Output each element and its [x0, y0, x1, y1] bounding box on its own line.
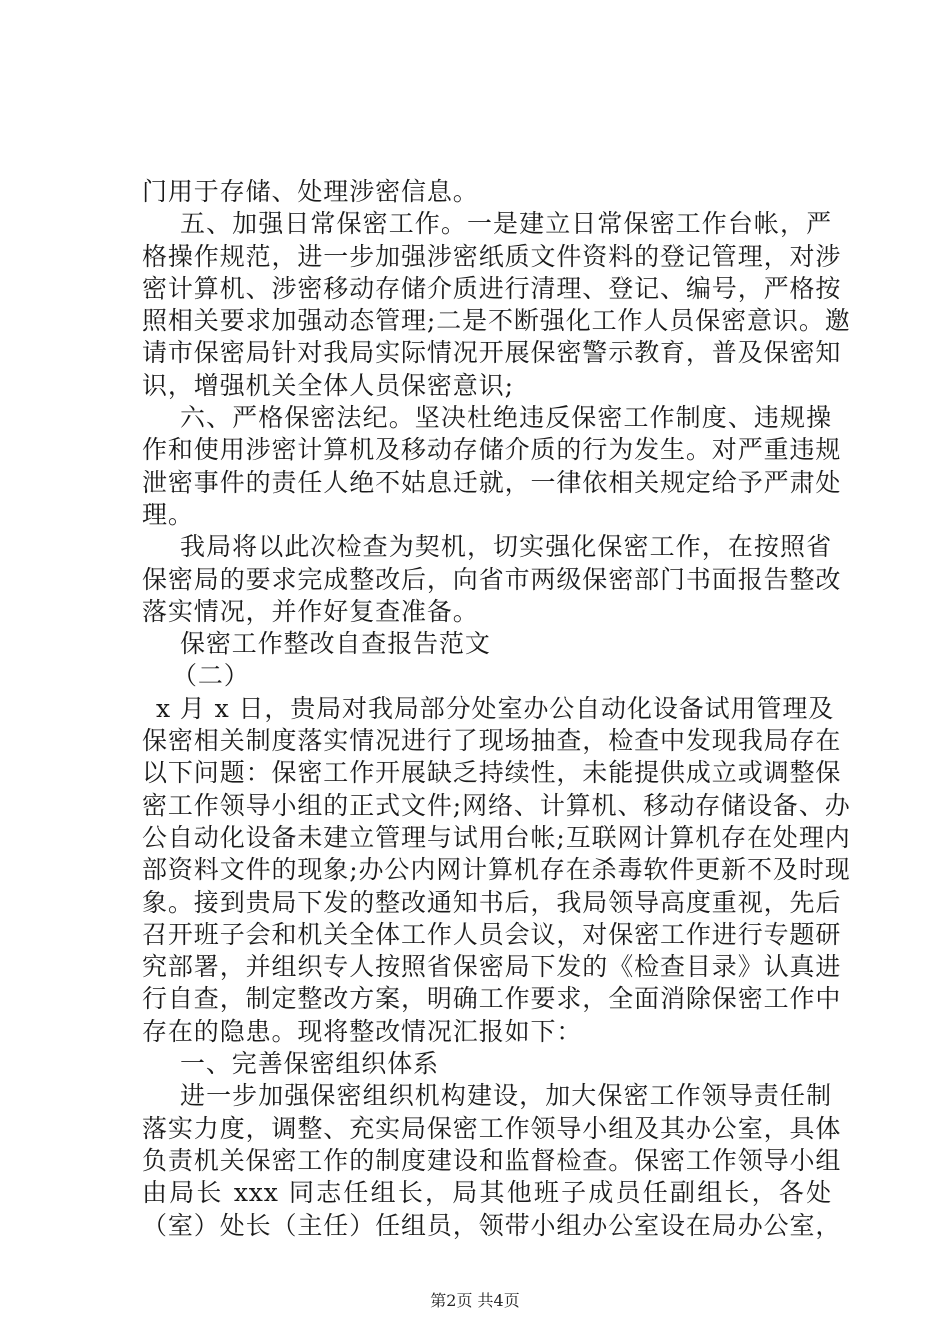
text-line: 一、完善保密组织体系	[180, 1049, 440, 1079]
text-line: 泄密事件的责任人绝不姑息迁就，一律依相关规定给予严肃处	[142, 467, 842, 497]
text-line: 请市保密局针对我局实际情况开展保密警示教育，普及保密知	[142, 338, 842, 368]
text-line: 落实力度，调整、充实局保密工作领导小组及其办公室，具体	[142, 1113, 842, 1143]
text-line: （二）	[172, 661, 250, 691]
text-line: 识，增强机关全体人员保密意识;	[142, 370, 514, 400]
text-line: 门用于存储、处理涉密信息。	[142, 177, 479, 206]
text-line: （室）处长（主任）任组员，领带小组办公室设在局办公室，	[142, 1210, 842, 1240]
text-line: 五、加强日常保密工作。一是建立日常保密工作台帐，严	[180, 209, 832, 239]
text-line: 落实情况，并作好复查准备。	[142, 596, 479, 626]
page-number-footer: 第2页 共4页	[430, 1291, 520, 1310]
text-line: 由局长 xxx 同志任组长，局其他班子成员任副组长，各处	[142, 1178, 832, 1208]
text-line: 存在的隐患。现将整改情况汇报如下：	[142, 1016, 583, 1046]
text-line: 照相关要求加强动态管理;二是不断强化工作人员保密意识。邀	[142, 306, 851, 336]
text-line: 召开班子会和机关全体工作人员会议，对保密工作进行专题研	[142, 919, 842, 949]
text-line: 进一步加强保密组织机构建设，加大保密工作领导责任制	[180, 1081, 832, 1111]
text-line: 公自动化设备未建立管理与试用台帐;互联网计算机存在处理内	[142, 822, 851, 852]
text-line: x 月 x 日，贵局对我局部分处室办公自动化设备试用管理及	[156, 693, 835, 723]
text-line: 作和使用涉密计算机及移动存储介质的行为发生。对严重违规	[142, 435, 842, 465]
text-line: 以下问题：保密工作开展缺乏持续性，未能提供成立或调整保	[142, 758, 842, 788]
text-line: 格操作规范，进一步加强涉密纸质文件资料的登记管理，对涉	[142, 241, 842, 271]
text-line: 保密相关制度落实情况进行了现场抽查，检查中发现我局存在	[142, 726, 842, 756]
text-line: 密工作领导小组的正式文件;网络、计算机、移动存储设备、办	[142, 790, 851, 820]
text-line: 行自查，制定整改方案，明确工作要求，全面消除保密工作中	[142, 984, 842, 1014]
text-line: 我局将以此次检查为契机，切实强化保密工作，在按照省	[180, 532, 832, 562]
text-line: 负责机关保密工作的制度建设和监督检查。保密工作领导小组	[142, 1145, 842, 1175]
document-body	[142, 176, 851, 1242]
text-line: 究部署，并组织专人按照省保密局下发的《检查目录》认真进	[142, 952, 842, 982]
text-line: 部资料文件的现象;办公内网计算机存在杀毒软件更新不及时现	[142, 855, 851, 885]
text-line: 保密局的要求完成整改后，向省市两级保密部门书面报告整改	[142, 564, 842, 594]
text-line: 象。接到贵局下发的整改通知书后，我局领导高度重视，先后	[142, 887, 842, 917]
text-line: 密计算机、涉密移动存储介质进行清理、登记、编号，严格按	[142, 273, 842, 303]
text-line: 理。	[142, 499, 194, 529]
text-line: 保密工作整改自查报告范文	[180, 629, 491, 659]
text-line: 六、严格保密法纪。坚决杜绝违反保密工作制度、违规操	[180, 403, 832, 433]
